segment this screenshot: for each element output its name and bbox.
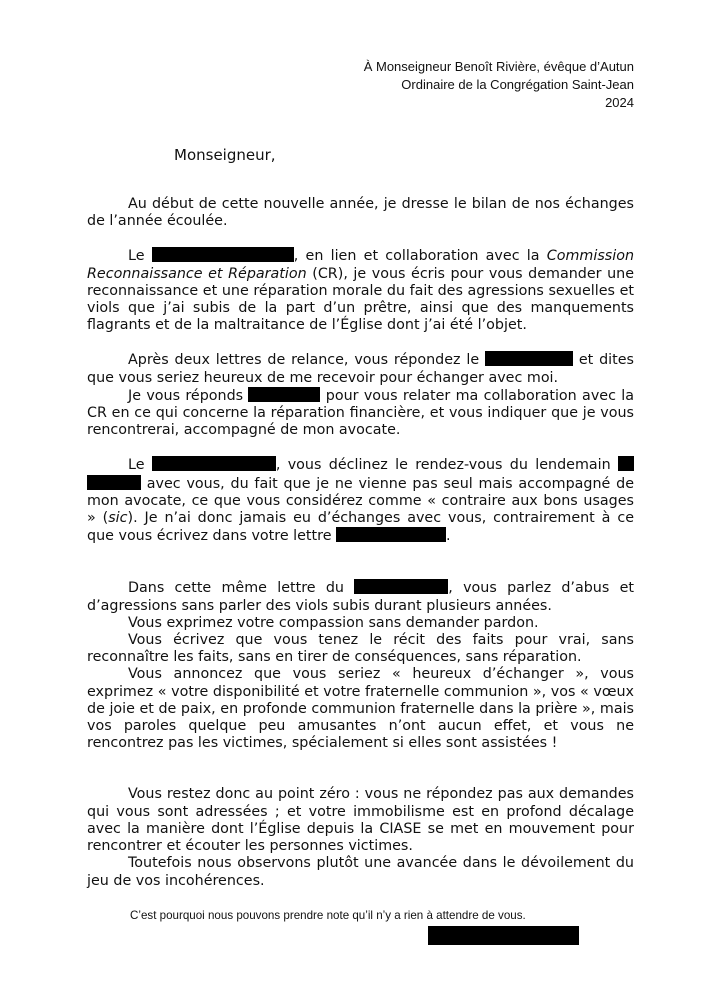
recipient-line-1: À Monseigneur Benoît Rivière, évêque d’Autun (363, 59, 634, 74)
paragraph-text: Vous écrivez que vous tenez le récit des faits pour vrai, sans reconnaître les faits, sans en tirer de conséquences, sans réparation. (87, 632, 634, 666)
paragraph-text: , vous déclinez le rendez-vous du lendemain (275, 457, 618, 474)
closing-line: C’est pourquoi nous pouvons prendre note qu’il n’y a rien à attendre de vous. (130, 909, 526, 922)
paragraph-decline (87, 456, 634, 545)
paragraph-conclusion (87, 786, 634, 889)
recipient-block (364, 58, 634, 112)
redaction-box (336, 527, 446, 542)
paragraph-text: . (446, 528, 451, 545)
paragraph-text: et dites que vous seriez heureux de me recevoir pour échanger avec moi. (87, 352, 634, 386)
paragraph-text: Vous annoncez que vous seriez « heureux d’échanger », vous exprimez « votre disponibilité et votre fraternelle communion », vos « vœux de joie et de paix, en profonde communion fraternelle dans la prière », mais vos paroles quelque peu amusantes n’ont aucun effet, et vous ne rencontrez pas les victimes, spécialement si elles sont assistées ! (87, 666, 634, 752)
paragraph-text: Vous exprimez votre compassion sans demander pardon. (128, 614, 539, 631)
salutation: Monseigneur, (174, 146, 276, 164)
paragraph-text: Après deux lettres de relance, vous répondez le (128, 352, 485, 369)
paragraph-critique (87, 579, 634, 752)
paragraph-text: pour vous relater ma collaboration avec la CR en ce qui concerne la réparation financière, et vous indiquer que je vous rencontrerai, accompagné de mon avocate. (87, 387, 634, 439)
paragraph-text: , vous parlez d’abus et d’agressions sans parler des viols subis durant plusieurs années. (87, 580, 634, 614)
paragraph-intro (87, 196, 634, 230)
recipient-year: 2024 (605, 95, 634, 110)
paragraph-text: Toutefois nous observons plutôt une avancée dans le dévoilement du jeu de vos incohérences. (87, 855, 634, 889)
redaction-box (87, 475, 141, 490)
commission-name: Commission Reconnaissance et Réparation (87, 248, 634, 282)
paragraph-text: Au début de cette nouvelle année, je dresse le bilan de nos échanges de l’année écoulée. (87, 196, 634, 230)
paragraph-response (87, 351, 634, 439)
paragraph-request (87, 247, 634, 334)
redaction-box (248, 387, 320, 402)
sic-note: sic (108, 510, 128, 527)
paragraph-text: Le (128, 457, 152, 474)
paragraph-text: Je vous réponds (128, 387, 249, 404)
paragraph-text: Dans cette même lettre du (128, 580, 355, 597)
paragraph-text: (CR), je vous écris pour vous demander une reconnaissance et une réparation morale du fait des agressions sexuelles et viols que j’ai subis de la part d’un prêtre, ainsi que des manquements flagrants et de la maltraitance de l’Église dont j’ai été l’objet. (87, 265, 634, 334)
redaction-box (485, 351, 573, 366)
paragraph-text: avec vous, du fait que je ne vienne pas seul mais accompagné de mon avocate, ce que vous considérez comme « contraire aux bons usages » ( (87, 475, 634, 527)
redaction-box (152, 456, 276, 471)
redaction-box (618, 456, 634, 471)
paragraph-text: Vous restez donc au point zéro : vous ne répondez pas aux demandes qui vous sont adressées ; et votre immobilisme est en profond décalage avec la manière dont l’Église depuis la CIASE se met en mouvement pour rencontrer et écouter les personnes victimes. (87, 786, 634, 855)
letter-body (87, 196, 634, 907)
paragraph-text: , en lien et collaboration avec la (293, 248, 547, 265)
paragraph-text: ). Je n’ai donc jamais eu d’échanges avec vous, contrairement à ce que vous écrivez dans votre lettre (87, 510, 634, 545)
recipient-line-2: Ordinaire de la Congrégation Saint-Jean (401, 77, 634, 92)
redaction-box (152, 247, 294, 262)
signature-redaction (428, 926, 579, 945)
paragraph-text: Le (128, 248, 152, 265)
redaction-box (354, 579, 448, 594)
